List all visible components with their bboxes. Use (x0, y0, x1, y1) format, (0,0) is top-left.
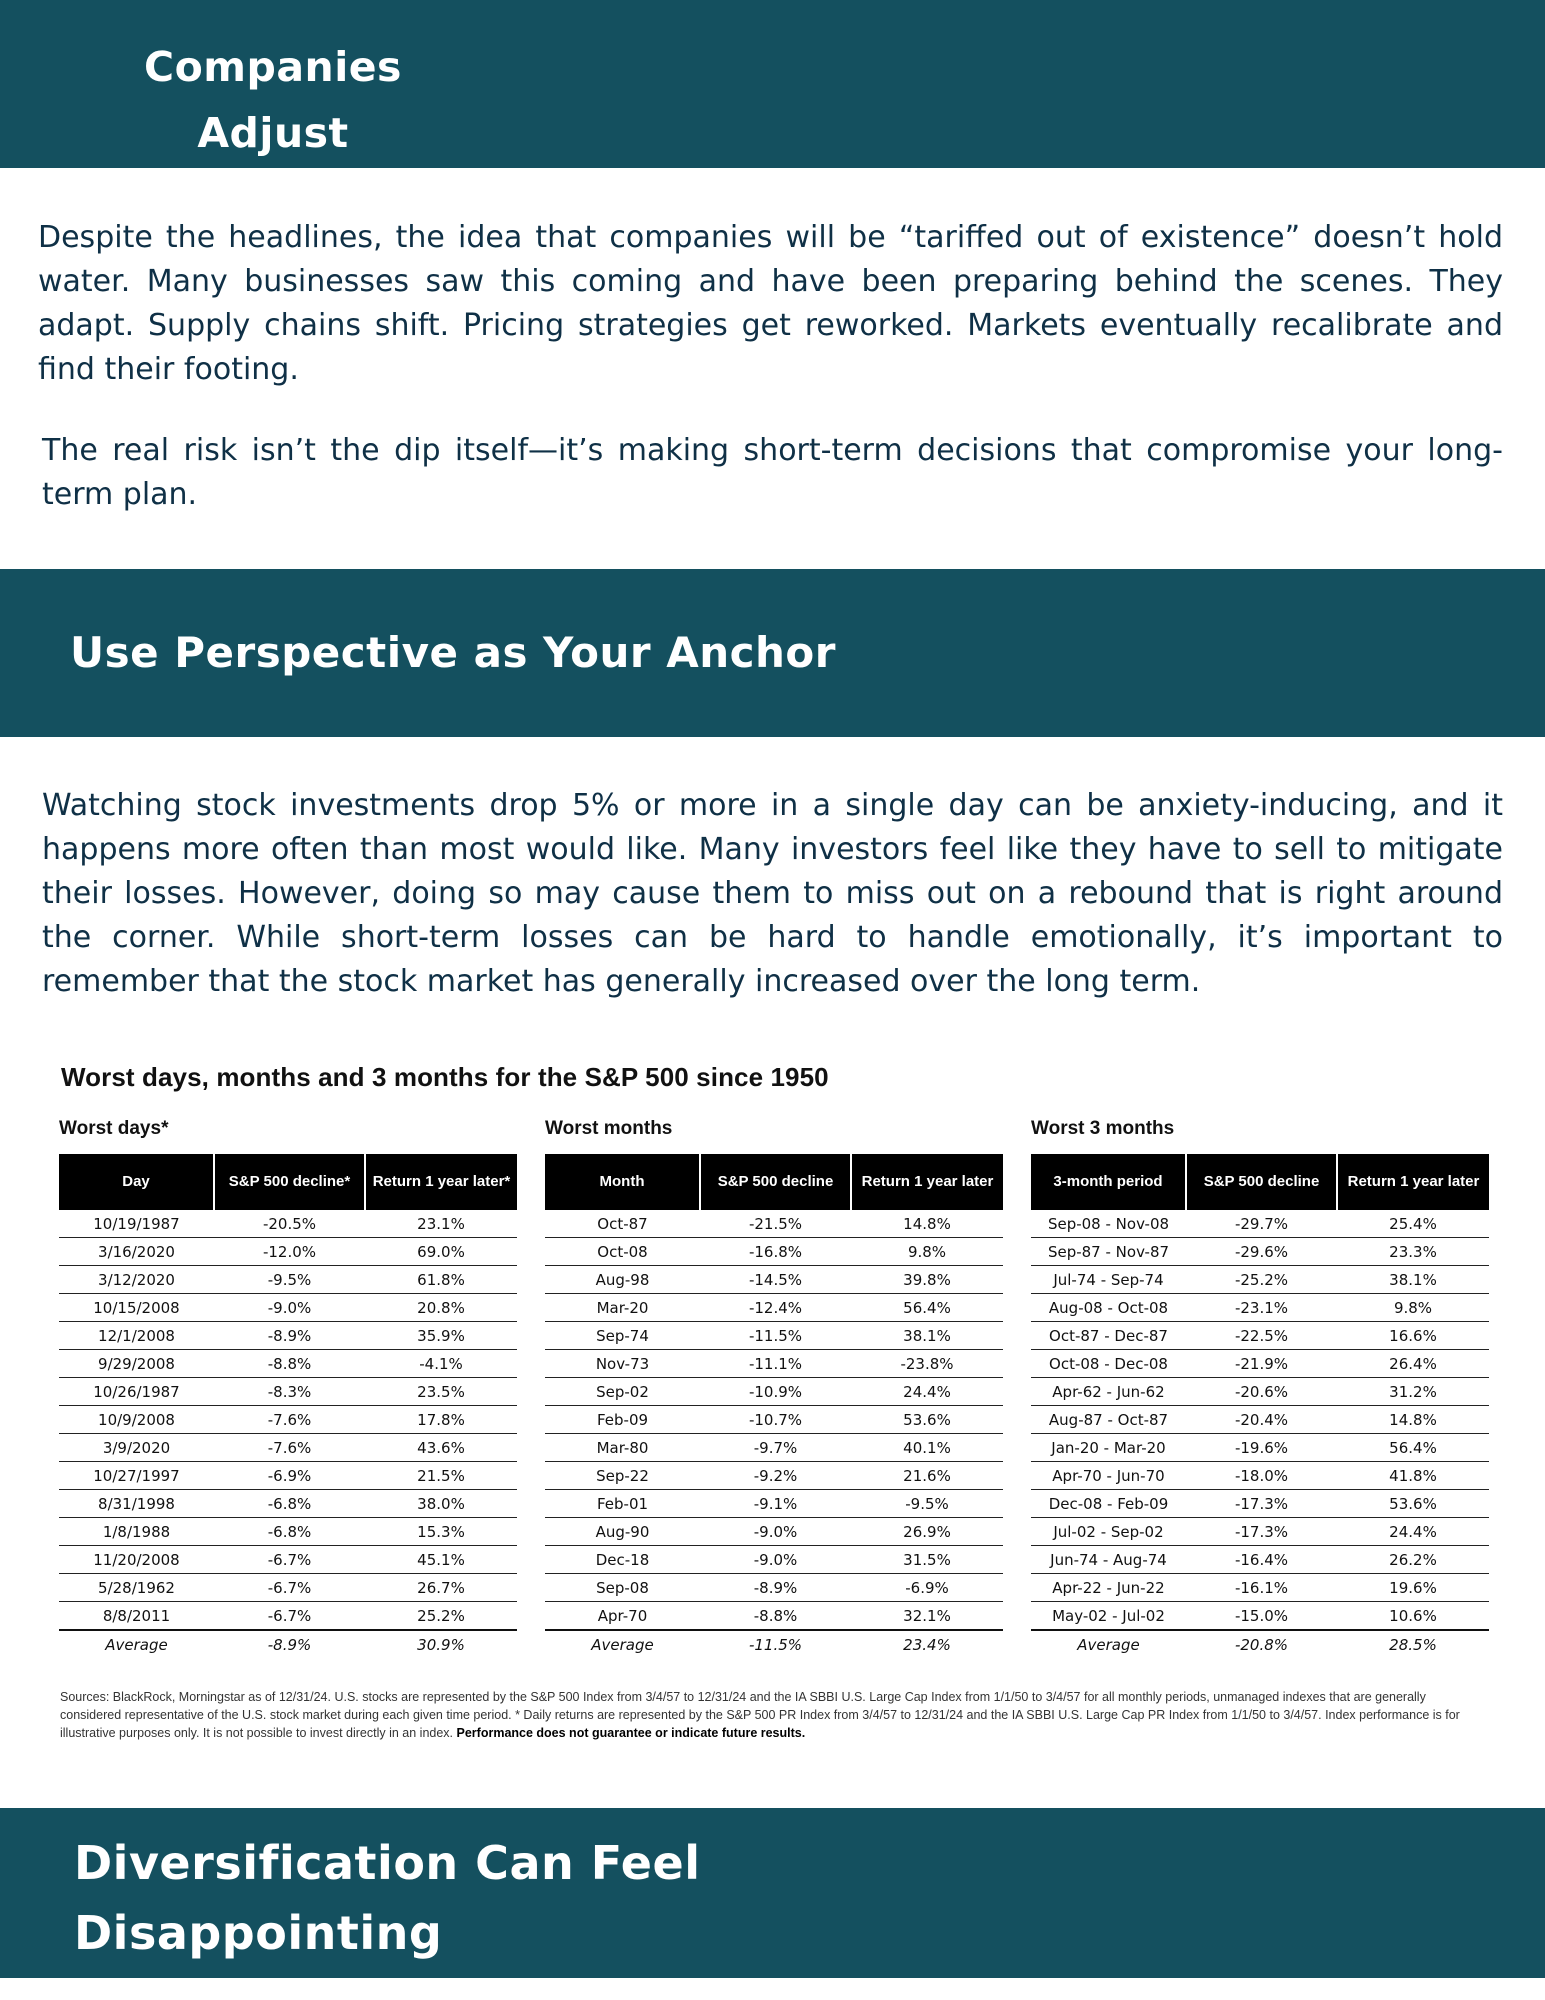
table-row (1031, 1378, 1489, 1406)
column-header: Month (545, 1154, 700, 1210)
column-header: Day (59, 1154, 214, 1210)
table-cell: -9.0% (214, 1294, 365, 1322)
table-row (545, 1378, 1003, 1406)
table-cell: -23.8% (851, 1350, 1003, 1378)
table-row (1031, 1518, 1489, 1546)
table-row (545, 1210, 1003, 1238)
table-cell: 61.8% (365, 1266, 517, 1294)
table-cell: -8.3% (214, 1378, 365, 1406)
table-cell: 38.0% (365, 1490, 517, 1518)
table-cell: -23.1% (1186, 1294, 1337, 1322)
table-row (545, 1350, 1003, 1378)
table-cell: 38.1% (1337, 1266, 1489, 1294)
table-row (1031, 1294, 1489, 1322)
table-row (1031, 1406, 1489, 1434)
average-cell: 30.9% (417, 1635, 465, 1654)
table-cell: -6.7% (214, 1574, 365, 1602)
column-header: S&P 500 decline (700, 1154, 851, 1210)
table-row (545, 1434, 1003, 1462)
table-cell: 38.1% (851, 1322, 1003, 1350)
table-cell: Oct-87 - Dec-87 (1031, 1322, 1186, 1350)
table-cell: -15.0% (1186, 1602, 1337, 1631)
table-row (1031, 1210, 1489, 1238)
table-cell: 31.2% (1337, 1378, 1489, 1406)
table-cell: -8.9% (214, 1322, 365, 1350)
table-cell: 56.4% (851, 1294, 1003, 1322)
table-cell: 56.4% (1337, 1434, 1489, 1462)
average-cell: Average (591, 1635, 654, 1654)
table-row (545, 1546, 1003, 1574)
table-row (59, 1322, 517, 1350)
table-cell: -9.1% (700, 1490, 851, 1518)
table-cell: 3/12/2020 (59, 1266, 214, 1294)
table-cell: 3/9/2020 (59, 1434, 214, 1462)
table-row (545, 1266, 1003, 1294)
table-cell: -8.8% (700, 1602, 851, 1631)
table-row (59, 1546, 517, 1574)
table-cell: Oct-08 - Dec-08 (1031, 1350, 1186, 1378)
table-row (59, 1574, 517, 1602)
table-row (1031, 1574, 1489, 1602)
paragraph-text-end: recalibrate and find their footing. (38, 308, 1503, 387)
table-row (545, 1518, 1003, 1546)
header-companies-adjust (0, 0, 1545, 223)
table-cell: 24.4% (851, 1378, 1003, 1406)
column-header: Return 1 year later (1337, 1154, 1489, 1210)
table-row (545, 1406, 1003, 1434)
table-row (59, 1462, 517, 1490)
column-header: Return 1 year later* (365, 1154, 517, 1210)
table-cell: Apr-22 - Jun-22 (1031, 1574, 1186, 1602)
table-cell: 10/27/1997 (59, 1462, 214, 1490)
table-row (545, 1602, 1003, 1631)
table-cell: Mar-20 (545, 1294, 700, 1322)
table-cell: May-02 - Jul-02 (1031, 1602, 1186, 1631)
table-row (59, 1294, 517, 1322)
table-cell: 11/20/2008 (59, 1546, 214, 1574)
table-cell: -9.5% (851, 1490, 1003, 1518)
table-cell: 9.8% (1337, 1294, 1489, 1322)
table-cell: Nov-73 (545, 1350, 700, 1378)
table-cell: -8.8% (214, 1350, 365, 1378)
average-cell: -20.8% (1234, 1635, 1289, 1654)
table-cell: 3/16/2020 (59, 1238, 214, 1266)
table-cell: 25.4% (1337, 1210, 1489, 1238)
table-title: Worst 3 months (1031, 1118, 1175, 1139)
table-cell: -6.9% (851, 1574, 1003, 1602)
header-diversification (0, 1808, 1545, 1978)
table-cell: 1/8/1988 (59, 1518, 214, 1546)
worst-3-months-table (1031, 1154, 1489, 1658)
table-cell: -20.4% (1186, 1406, 1337, 1434)
table-cell: 17.8% (365, 1406, 517, 1434)
table-cell: -17.3% (1186, 1518, 1337, 1546)
table-cell: Oct-87 (545, 1210, 700, 1238)
table-cell: -12.0% (214, 1238, 365, 1266)
table-cell: 21.5% (365, 1462, 517, 1490)
header-use-perspective (0, 569, 1545, 737)
average-cell: -8.9% (267, 1635, 312, 1654)
table-cell: -17.3% (1186, 1490, 1337, 1518)
table-row (59, 1350, 517, 1378)
table-cell: -10.9% (700, 1378, 851, 1406)
table-cell: Apr-70 (545, 1602, 700, 1631)
table-row (59, 1518, 517, 1546)
table-row (59, 1406, 517, 1434)
table-cell: 24.4% (1337, 1518, 1489, 1546)
table-cell: 41.8% (1337, 1462, 1489, 1490)
table-cell: 39.8% (851, 1266, 1003, 1294)
table-cell: 32.1% (851, 1602, 1003, 1631)
table-cell: Sep-87 - Nov-87 (1031, 1238, 1186, 1266)
paragraph-text: The real risk isn’t the dip itself—it’s making short-term decisions that compromise your (42, 433, 1413, 468)
table-row (1031, 1462, 1489, 1490)
table-row (59, 1266, 517, 1294)
table-cell: 8/31/1998 (59, 1490, 214, 1518)
table-cell: -9.2% (700, 1462, 851, 1490)
paragraph-real-risk (42, 429, 1503, 517)
table-cell: 10/26/1987 (59, 1378, 214, 1406)
title-line-1: Companies Adjust (144, 43, 402, 157)
table-row (1031, 1602, 1489, 1631)
table-cell: 53.6% (851, 1406, 1003, 1434)
table-row (59, 1378, 517, 1406)
table-cell: -20.6% (1186, 1378, 1337, 1406)
table-cell: 20.8% (365, 1294, 517, 1322)
table-cell: Dec-18 (545, 1546, 700, 1574)
table-cell: Sep-74 (545, 1322, 700, 1350)
table-cell: 69.0% (365, 1238, 517, 1266)
table-cell: Dec-08 - Feb-09 (1031, 1490, 1186, 1518)
table-cell: Sep-22 (545, 1462, 700, 1490)
table-cell: 5/28/1962 (59, 1574, 214, 1602)
table-cell: 9.8% (851, 1238, 1003, 1266)
worst-months-table-block (545, 1116, 1003, 1658)
table-cell: 23.3% (1337, 1238, 1489, 1266)
table-cell: -6.7% (214, 1546, 365, 1574)
sources-text: Sources: BlackRock, Morningstar as of 12/31/24. U.S. stocks are represented by the S&P 500 Index from 3/4/57 to 12/31/24 and the IA SBBI U.S. Large Cap Index from 1/1/50 to 3/4/57 for all monthly periods, unmanaged indexes that are generally considered representative of the U.S. stock market during each given time period. * Daily returns are represented by the S&P 500 PR Index from 3/4/57 to 12/31/24 and the IA SBBI U.S. Large Cap PR Index from 1/1/50 to 3/4/57. Index performance is for illustrative purposes only. It is not possible to invest directly in an index. (60, 1690, 1460, 1740)
table-cell: Aug-87 - Oct-87 (1031, 1406, 1186, 1434)
table-cell: -10.7% (700, 1406, 851, 1434)
average-row (59, 1630, 517, 1658)
table-cell: Sep-02 (545, 1378, 700, 1406)
paragraph-text-end: long-term plan. (42, 433, 1503, 512)
table-cell: 14.8% (851, 1210, 1003, 1238)
table-cell: Aug-98 (545, 1266, 700, 1294)
table-cell: 10.6% (1337, 1602, 1489, 1631)
table-row (59, 1602, 517, 1631)
column-header: Return 1 year later (851, 1154, 1003, 1210)
table-cell: 21.6% (851, 1462, 1003, 1490)
table-cell: -6.7% (214, 1602, 365, 1631)
table-row (1031, 1266, 1489, 1294)
table-cell: 31.5% (851, 1546, 1003, 1574)
table-cell: Sep-08 (545, 1574, 700, 1602)
table-cell: 45.1% (365, 1546, 517, 1574)
table-cell: -14.5% (700, 1266, 851, 1294)
table-cell: -9.0% (700, 1546, 851, 1574)
table-row (545, 1490, 1003, 1518)
table-cell: -21.5% (700, 1210, 851, 1238)
table-row (59, 1434, 517, 1462)
table-cell: -16.8% (700, 1238, 851, 1266)
table-title: Worst days* (59, 1118, 169, 1139)
table-cell: -9.7% (700, 1434, 851, 1462)
table-row (545, 1322, 1003, 1350)
average-cell: 28.5% (1389, 1635, 1437, 1654)
table-cell: 19.6% (1337, 1574, 1489, 1602)
table-cell: Mar-80 (545, 1434, 700, 1462)
table-title: Worst months (545, 1118, 673, 1139)
table-cell: 10/15/2008 (59, 1294, 214, 1322)
sources-footnote (60, 1688, 1490, 1742)
column-header: 3-month period (1031, 1154, 1186, 1210)
section-title (74, 1828, 700, 1968)
table-row (1031, 1490, 1489, 1518)
chart-title: Worst days, months and 3 months for the S&P 500 since 1950 (61, 1062, 829, 1092)
worst-days-table (59, 1154, 517, 1658)
average-row (1031, 1630, 1489, 1658)
table-cell: 35.9% (365, 1322, 517, 1350)
worst-days-table-block (59, 1116, 517, 1658)
table-cell: -19.6% (1186, 1434, 1337, 1462)
table-cell: 26.9% (851, 1518, 1003, 1546)
average-cell: 23.4% (903, 1635, 951, 1654)
paragraph-watching-stocks (42, 784, 1503, 1004)
table-row (545, 1574, 1003, 1602)
title-line-1: Diversification Can Feel (74, 1836, 701, 1890)
table-cell: Jul-74 - Sep-74 (1031, 1266, 1186, 1294)
table-row (1031, 1238, 1489, 1266)
table-cell: 53.6% (1337, 1490, 1489, 1518)
table-cell: Feb-01 (545, 1490, 700, 1518)
table-cell: 9/29/2008 (59, 1350, 214, 1378)
table-cell: Jan-20 - Mar-20 (1031, 1434, 1186, 1462)
table-cell: Oct-08 (545, 1238, 700, 1266)
table-cell: 25.2% (365, 1602, 517, 1631)
table-cell: 16.6% (1337, 1322, 1489, 1350)
table-cell: -7.6% (214, 1406, 365, 1434)
table-cell: 8/8/2011 (59, 1602, 214, 1631)
average-cell: -11.5% (748, 1635, 803, 1654)
table-row (1031, 1322, 1489, 1350)
section-title: Use Perspective as Your Anchor (70, 628, 836, 677)
table-row (1031, 1434, 1489, 1462)
worst-3-months-table-block (1031, 1116, 1489, 1658)
table-cell: 14.8% (1337, 1406, 1489, 1434)
table-cell: 40.1% (851, 1434, 1003, 1462)
table-cell: Feb-09 (545, 1406, 700, 1434)
table-cell: -20.5% (214, 1210, 365, 1238)
table-cell: 10/9/2008 (59, 1406, 214, 1434)
table-cell: -9.5% (214, 1266, 365, 1294)
section-title (78, 34, 468, 232)
table-row (1031, 1350, 1489, 1378)
table-cell: -11.1% (700, 1350, 851, 1378)
table-row (59, 1238, 517, 1266)
paragraph-text: Watching stock investments drop 5% or more in a single day can be anxiety-inducing, and it happens more often than most would like. Many investors feel like they have to sell to mitigate their losses. However, doing so may cause them to miss out on a rebound that is right around the corner. While short-term losses can be hard to handle emotionally, it’s (42, 788, 1503, 955)
table-cell: -9.0% (700, 1518, 851, 1546)
average-cell: Average (105, 1635, 168, 1654)
table-cell: -16.4% (1186, 1546, 1337, 1574)
table-row (59, 1210, 517, 1238)
table-cell: 10/19/1987 (59, 1210, 214, 1238)
table-cell: Aug-90 (545, 1518, 700, 1546)
table-cell: Apr-70 - Jun-70 (1031, 1462, 1186, 1490)
table-cell: Aug-08 - Oct-08 (1031, 1294, 1186, 1322)
table-cell: -11.5% (700, 1322, 851, 1350)
table-row (1031, 1546, 1489, 1574)
column-header: S&P 500 decline* (214, 1154, 365, 1210)
table-cell: Apr-62 - Jun-62 (1031, 1378, 1186, 1406)
table-cell: 26.2% (1337, 1546, 1489, 1574)
table-cell: -12.4% (700, 1294, 851, 1322)
table-row (59, 1490, 517, 1518)
table-cell: 26.4% (1337, 1350, 1489, 1378)
average-row (545, 1630, 1003, 1658)
title-line-2: Markets Heal (117, 175, 429, 223)
column-header: S&P 500 decline (1186, 1154, 1337, 1210)
table-cell: -16.1% (1186, 1574, 1337, 1602)
table-row (545, 1238, 1003, 1266)
table-cell: -29.6% (1186, 1238, 1337, 1266)
table-cell: 23.1% (365, 1210, 517, 1238)
worst-months-table (545, 1154, 1003, 1658)
table-cell: 43.6% (365, 1434, 517, 1462)
table-cell: Jul-02 - Sep-02 (1031, 1518, 1186, 1546)
table-row (545, 1462, 1003, 1490)
table-cell: 23.5% (365, 1378, 517, 1406)
table-cell: -6.8% (214, 1518, 365, 1546)
table-cell: -21.9% (1186, 1350, 1337, 1378)
sources-disclaimer: Performance does not guarantee or indicate future results. (456, 1726, 806, 1740)
table-cell: -18.0% (1186, 1462, 1337, 1490)
average-cell: Average (1077, 1635, 1140, 1654)
table-cell: -6.9% (214, 1462, 365, 1490)
table-row (545, 1294, 1003, 1322)
table-cell: Jun-74 - Aug-74 (1031, 1546, 1186, 1574)
table-cell: -4.1% (365, 1350, 517, 1378)
table-cell: 26.7% (365, 1574, 517, 1602)
paragraph-text: Despite the headlines, the idea that companies will be “tariffed out of existence” doesn’t hold water. Many businesses saw this coming and have been preparing behind the scenes. They adapt. Supply chains shift. Pricing strategies get reworked. Markets eventually (38, 220, 1503, 343)
paragraph-text-end: important to remember that the stock market has generally increased over the long term. (42, 920, 1503, 999)
paragraph-companies (38, 216, 1503, 392)
table-cell: -29.7% (1186, 1210, 1337, 1238)
table-cell: -7.6% (214, 1434, 365, 1462)
table-cell: 15.3% (365, 1518, 517, 1546)
table-cell: -22.5% (1186, 1322, 1337, 1350)
title-line-2: Disappointing (74, 1906, 443, 1960)
table-cell: Sep-08 - Nov-08 (1031, 1210, 1186, 1238)
table-cell: 12/1/2008 (59, 1322, 214, 1350)
table-cell: -25.2% (1186, 1266, 1337, 1294)
table-cell: -6.8% (214, 1490, 365, 1518)
table-cell: -8.9% (700, 1574, 851, 1602)
